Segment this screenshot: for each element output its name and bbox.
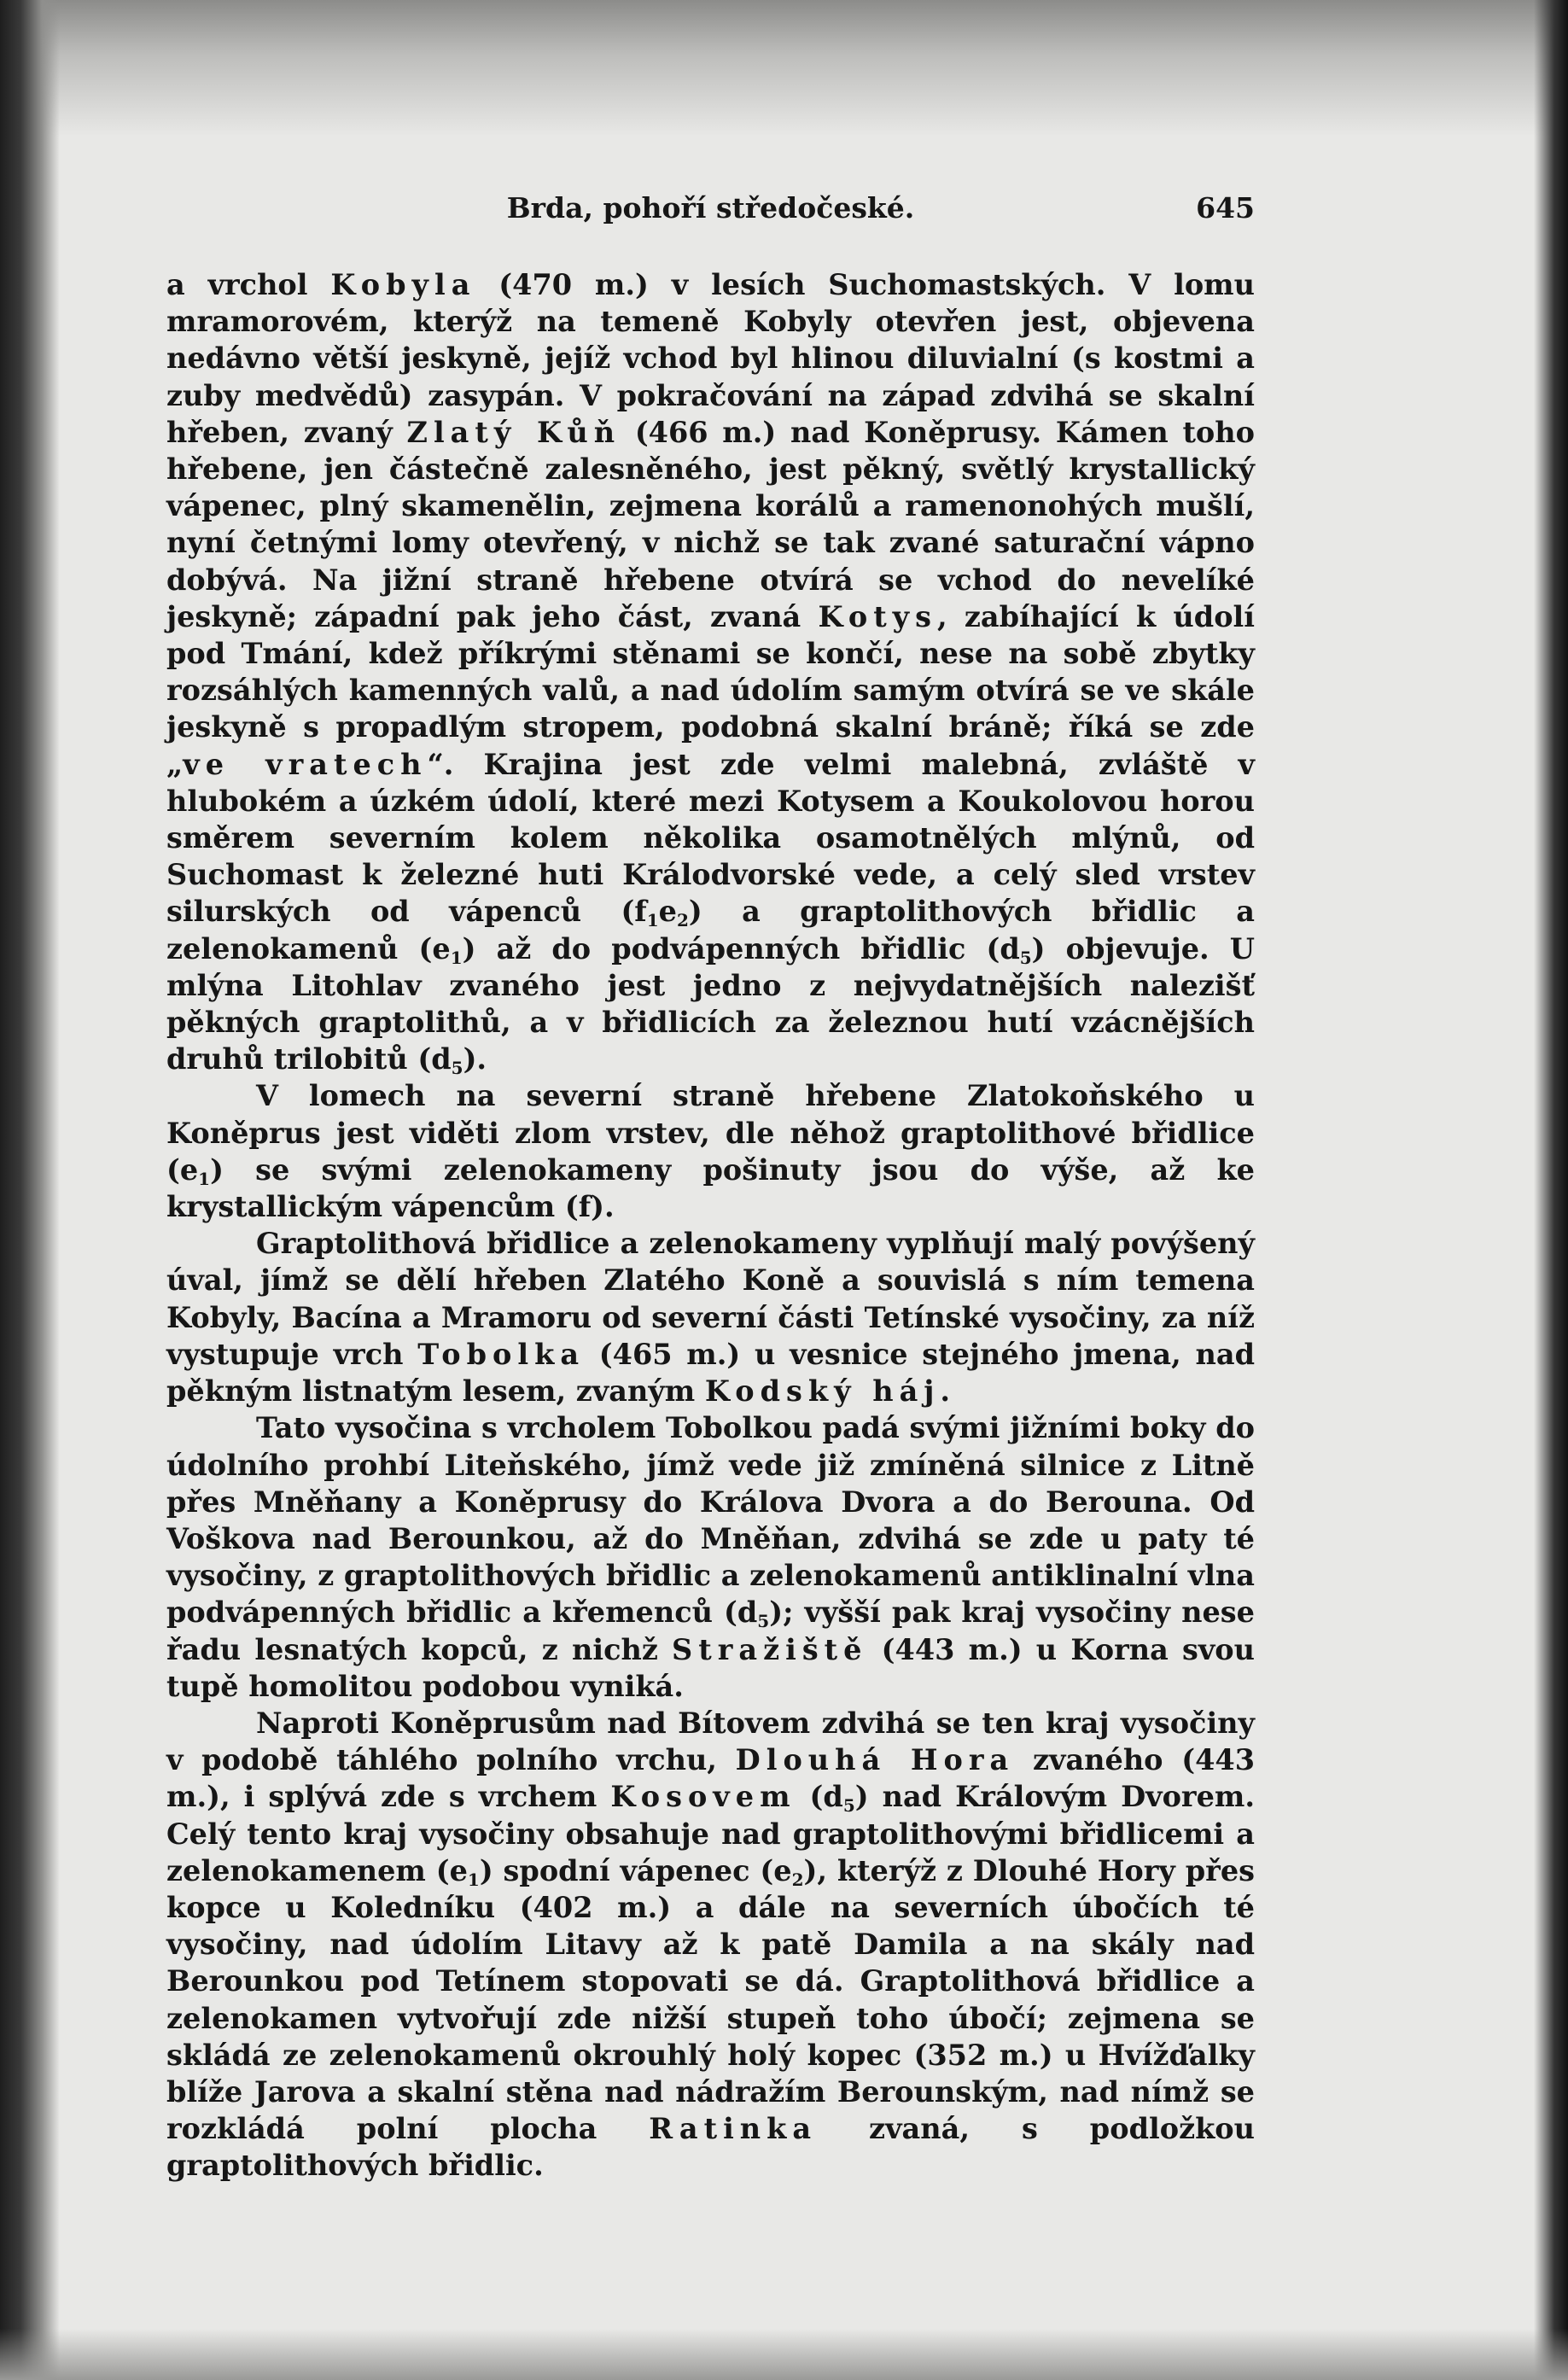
text-run: , zabíhající k údolí pod Tmání, kdež příkrými stěnami se končí, nese na sobě zbytky rozsáhlých kamenných valů, a nad údolím samým otvírá se ve skále jeskyně s propadlým stropem, podobná skalní bráně; říká se zde „ — [166, 599, 1255, 781]
place-name: Ratinka — [649, 2112, 818, 2146]
text-run: e — [658, 895, 677, 929]
text-run: Naproti Koněprusům nad Bítovem zdvihá se ten kraj vysočiny v podobě táhlého polního vrchu, — [166, 1706, 1255, 1777]
text-run: V lomech na severní straně hřebene Zlatokoňského u Koněprus jest viděti zlom vrstev, dle něhož graptolithové břidlice (e — [166, 1079, 1255, 1187]
text-run: ) se svými zelenokameny pošinuty jsou do výše, až ke krystallickým vápencům (f). — [166, 1152, 1255, 1224]
text-run: zvaného (443 m.), i splývá zde s vrchem — [166, 1743, 1256, 1814]
text-run: zvaná, s podložkou graptolithových břidlic. — [166, 2112, 1256, 2183]
text-run: (470 m.) v lesích Suchomastských. V lomu mramorovém, kterýž na temeně Kobyly otevřen jest, objevena nedávno větší jeskyně, jejíž vchod byl hlinou diluvialní (s kostmi a zuby medvědů) zasypán. V pokračování na západ zdvihá se skalní hřeben, zvaný — [166, 268, 1255, 449]
text-run: ); vyšší pak kraj vysočiny nese řadu lesnatých kopců, z nichž — [166, 1595, 1255, 1666]
text-run: Tato vysočina s vrcholem Tobolkou padá svými jižními boky do údolního prohbí Liteňského, jímž vede již zmíněná silnice z Litně přes Mněňany a Koněprusy do Králova Dvora a do Berouna. Od Voškova nad Berounkou, až do Mněňan, zdvihá se zde u paty té vysočiny, z graptolithových břidlic a zelenokamenů antiklinalní vlna podvápenných břidlic a křemenců (d — [166, 1411, 1255, 1630]
place-name: Kobyla — [330, 268, 476, 301]
body-text — [166, 266, 1255, 2185]
text-run: “. Krajina jest zde velmi malebná, zvláště v hlubokém a úzkém údolí, které mezi Kotysem a Koukolovou horou směrem severním kolem několika osamotnělých mlýnů, od Suchomast k železné huti Králodvorské vede, a celý sled vrstev silurských od vápenců (f — [166, 747, 1255, 929]
text-run: (466 m.) nad Koněprusy. Kámen toho hřebene, jen částečně zalesněného, jest pěkný, světlý krystallický vápenec, plný skamenělin, zejmena korálů a ramenonohých mušlí, nyní četnými lomy otevřený, v nichž se tak zvané saturační vápno dobývá. Na jižní straně hřebene otvírá se vchod do nevelíké jeskyně; západní pak jeho část, zvaná — [166, 415, 1255, 633]
text-run: Graptolithová břidlice a zelenokameny vyplňují malý povýšený úval, jímž se dělí hřeben Zlatého Koně a souvislá s ním temena Kobyly, Bacína a Mramoru od severní části Tetínské vysočiny, za níž vystupuje vrch — [166, 1227, 1255, 1371]
paragraph — [166, 1225, 1255, 1409]
place-name: ve vratech — [183, 747, 428, 781]
text-run: (d — [796, 1780, 843, 1814]
subscript: 5 — [451, 1058, 463, 1079]
text-run: a vrchol — [166, 268, 331, 301]
place-name: Tobolka — [417, 1337, 586, 1371]
text-run: ) spodní vápenec (e — [479, 1853, 792, 1887]
subscript: 1 — [198, 1168, 211, 1189]
subscript: 5 — [1019, 947, 1032, 968]
page-number: 645 — [1196, 191, 1255, 225]
book-page — [166, 191, 1255, 2185]
subscript: 2 — [791, 1869, 804, 1890]
place-name: Kosovem — [610, 1780, 796, 1814]
subscript: 1 — [467, 1869, 480, 1890]
text-run: (465 m.) u vesnice stejného jmena, nad pěkným listnatým lesem, zvaným — [166, 1337, 1256, 1409]
place-name: Dlouhá Hora — [735, 1743, 1015, 1777]
scan-shadow-top — [0, 0, 1568, 137]
scan-shadow-bottom — [0, 2329, 1568, 2380]
subscript: 2 — [676, 910, 689, 931]
place-name: Kodský háj — [704, 1374, 941, 1409]
paragraph — [166, 1409, 1255, 1705]
scan-shadow-right — [1534, 0, 1568, 2380]
subscript: 5 — [842, 1795, 855, 1817]
subscript: 1 — [450, 947, 463, 968]
text-run: ) nad Královým Dvorem. Celý tento kraj vysočiny obsahuje nad graptolithovými břidlicemi a zelenokamenem (e — [166, 1780, 1255, 1887]
running-title: Brda, pohoří středočeské. — [506, 191, 915, 225]
running-header — [166, 191, 1255, 242]
text-run: . — [940, 1374, 951, 1409]
scan-shadow-left — [0, 0, 60, 2380]
text-run: ), kterýž z Dlouhé Hory přes kopce u Koledníku (402 m.) a dále na severních úbočích té vysočiny, nad údolím Litavy až k patě Damila a na skály nad Berounkou pod Tetínem stopovati se dá. Graptolithová břidlice a zelenokamen vytvořují zde nižší stupeň toho úbočí; zejmena se skládá ze zelenokamenů okrouhlý holý kopec (352 m.) u Hvížďalky blíže Jarova a skalní stěna nad nádražím Berounským, nad nímž se rozkládá polní plocha — [166, 1853, 1255, 2146]
paragraph — [166, 266, 1255, 1077]
paragraph — [166, 1705, 1255, 2185]
text-run: ). — [463, 1042, 487, 1076]
text-run: ) a graptolithových břidlic a zelenokamenů (e — [166, 895, 1255, 965]
text-run: ) až do podvápenných břidlic (d — [462, 931, 1020, 965]
text-run: ) objevuje. U mlýna Litohlav zvaného jest jedno z nejvydatnějších nalezišť pěkných graptolithů, a v břidlicích za železnou hutí vzácnějších druhů trilobitů (d — [166, 931, 1256, 1076]
place-name: Kotys — [818, 599, 937, 633]
place-name: Zlatý Kůň — [406, 415, 621, 449]
paragraph — [166, 1077, 1255, 1225]
text-run: (443 m.) u Korna svou tupě homolitou podobou vyniká. — [166, 1632, 1255, 1703]
subscript: 1 — [646, 910, 659, 931]
place-name: Stražiště — [672, 1632, 868, 1666]
subscript: 5 — [757, 1611, 770, 1632]
